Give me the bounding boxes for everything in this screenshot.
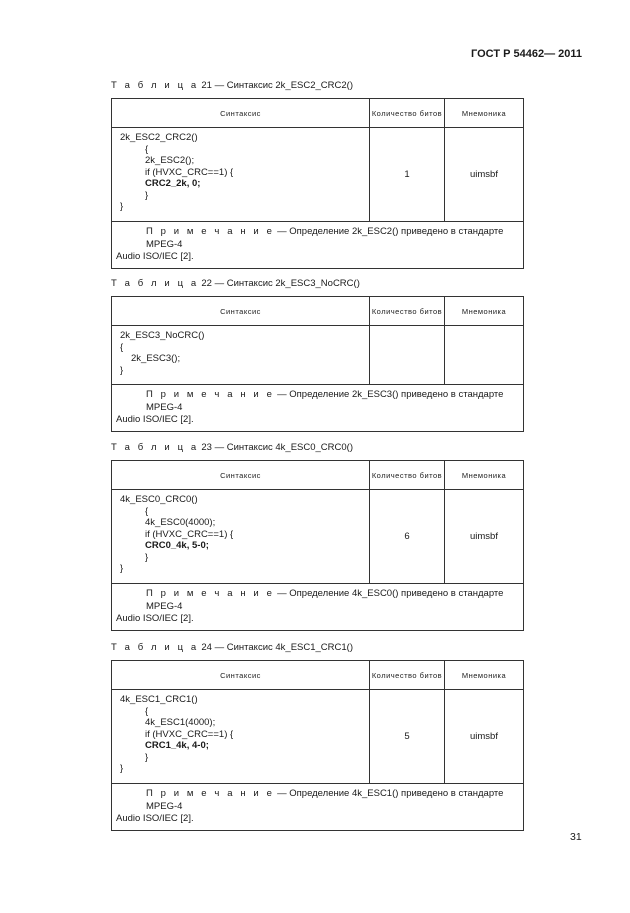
caption-prefix: Т а б л и ц а (111, 442, 199, 453)
code-line: 4k_ESC1(4000); (145, 717, 216, 728)
caption-prefix: Т а б л и ц а (111, 278, 199, 289)
code-line: 2k_ESC2_CRC2() (120, 132, 198, 143)
page-number: 31 (570, 831, 582, 843)
table-24-block (111, 642, 520, 831)
note-line (116, 788, 519, 813)
code-line: if (HVXC_CRC==1) { (145, 528, 234, 540)
header-bits: Количество битов (370, 99, 445, 128)
header-mnemonic: Мнемоника (445, 661, 524, 690)
note-line-2: Audio ISO/IEC [2]. (116, 613, 194, 624)
bits-cell: 1 (370, 128, 445, 222)
caption-text: 21 — Синтаксис 2k_ESC2_CRC2() (198, 80, 353, 91)
bits-cell (370, 326, 445, 385)
header-bits: Количество битов (370, 661, 445, 690)
note-row (112, 584, 524, 631)
mnemonic-cell: uimsbf (445, 690, 524, 784)
note-prefix: П р и м е ч а н и е (146, 788, 275, 799)
syntax-table (111, 98, 524, 269)
mnemonic-cell: uimsbf (445, 490, 524, 584)
header-syntax: Синтаксис (112, 461, 370, 490)
note-text: — Определение 4k_ESC0() приведено в стандарте MPEG-4 (146, 588, 504, 612)
code-line: 2k_ESC3_NoCRC() (120, 330, 205, 341)
note-cell (112, 584, 524, 631)
header-mnemonic: Мнемоника (445, 297, 524, 326)
syntax-cell (112, 690, 370, 784)
bits-cell: 6 (370, 490, 445, 584)
code-line: 4k_ESC1_CRC1() (120, 694, 198, 705)
table-caption (111, 80, 520, 92)
table-header-row (112, 661, 524, 690)
header-syntax: Синтаксис (112, 661, 370, 690)
code-line: 4k_ESC0_CRC0() (120, 494, 198, 505)
code-line: { (120, 341, 124, 353)
code-line: CRC1_4k, 4-0; (145, 740, 209, 751)
note-cell (112, 385, 524, 432)
table-21-block (111, 80, 520, 269)
code-line: } (120, 201, 124, 212)
table-row (112, 490, 524, 584)
note-row (112, 784, 524, 831)
syntax-table (111, 296, 524, 432)
bits-cell: 5 (370, 690, 445, 784)
code-line: { (145, 505, 149, 517)
code-line: } (120, 563, 124, 574)
syntax-table (111, 660, 524, 831)
note-text: — Определение 4k_ESC1() приведено в стандарте MPEG-4 (146, 788, 504, 812)
table-row (112, 128, 524, 222)
code-line: if (HVXC_CRC==1) { (145, 728, 234, 740)
note-line-2: Audio ISO/IEC [2]. (116, 251, 194, 262)
syntax-cell (112, 326, 370, 385)
note-prefix: П р и м е ч а н и е (146, 389, 275, 400)
code-line: 4k_ESC0(4000); (145, 517, 216, 528)
note-line (116, 226, 519, 251)
header-syntax: Синтаксис (112, 99, 370, 128)
code-line: { (145, 143, 149, 155)
note-line-2: Audio ISO/IEC [2]. (116, 813, 194, 824)
code-line: } (145, 751, 149, 763)
note-line (116, 588, 519, 613)
code-line: } (120, 763, 124, 774)
note-cell (112, 222, 524, 269)
code-line: } (145, 189, 149, 201)
note-line-2: Audio ISO/IEC [2]. (116, 414, 194, 425)
mnemonic-cell (445, 326, 524, 385)
caption-text: 23 — Синтаксис 4k_ESC0_CRC0() (198, 442, 353, 453)
caption-text: 24 — Синтаксис 4k_ESC1_CRC1() (198, 642, 353, 653)
code-line: 2k_ESC2(); (145, 155, 195, 166)
syntax-cell (112, 128, 370, 222)
syntax-table (111, 460, 524, 631)
table-23-block (111, 442, 520, 631)
syntax-cell (112, 490, 370, 584)
caption-text: 22 — Синтаксис 2k_ESC3_NoCRC() (198, 278, 360, 289)
mnemonic-cell: uimsbf (445, 128, 524, 222)
table-header-row (112, 461, 524, 490)
table-header-row (112, 297, 524, 326)
code-line: CRC0_4k, 5-0; (145, 540, 209, 551)
note-prefix: П р и м е ч а н и е (146, 226, 275, 237)
document-id: ГОСТ Р 54462— 2011 (471, 48, 582, 60)
header-mnemonic: Мнемоника (445, 99, 524, 128)
table-caption (111, 642, 520, 654)
caption-prefix: Т а б л и ц а (111, 80, 199, 91)
header-bits: Количество битов (370, 297, 445, 326)
note-cell (112, 784, 524, 831)
code-line: } (145, 551, 149, 563)
note-row (112, 385, 524, 432)
table-row (112, 690, 524, 784)
table-22-block (111, 278, 520, 432)
note-line (116, 389, 519, 414)
header-syntax: Синтаксис (112, 297, 370, 326)
note-row (112, 222, 524, 269)
code-line: } (120, 364, 124, 376)
table-row (112, 326, 524, 385)
header-bits: Количество битов (370, 461, 445, 490)
header-mnemonic: Мнемоника (445, 461, 524, 490)
table-caption (111, 442, 520, 454)
note-prefix: П р и м е ч а н и е (146, 588, 275, 599)
table-caption (111, 278, 520, 290)
code-line: 2k_ESC3(); (131, 353, 181, 364)
note-text: — Определение 2k_ESC3() приведено в стандарте MPEG-4 (146, 389, 504, 413)
caption-prefix: Т а б л и ц а (111, 642, 199, 653)
table-header-row (112, 99, 524, 128)
code-line: { (145, 705, 149, 717)
code-line: CRC2_2k, 0; (145, 178, 201, 189)
note-text: — Определение 2k_ESC2() приведено в стандарте MPEG-4 (146, 226, 504, 250)
code-line: if (HVXC_CRC==1) { (145, 166, 234, 178)
